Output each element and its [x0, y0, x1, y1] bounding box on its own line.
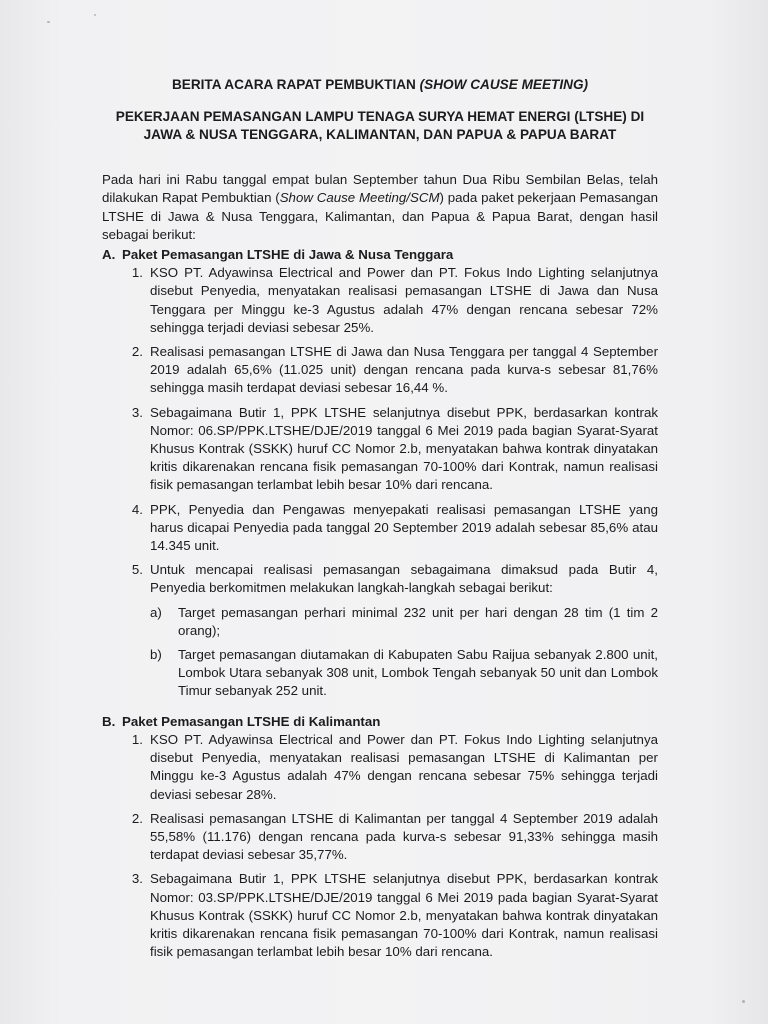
subtitle-line-1: PEKERJAAN PEMASANGAN LAMPU TENAGA SURYA HEMAT ENERGI (LTSHE) DI: [115, 109, 645, 125]
sub-item-letter: a): [150, 604, 162, 620]
title-italic: (SHOW CAUSE MEETING): [419, 77, 589, 92]
section-title: Paket Pemasangan LTSHE di Jawa & Nusa Tenggara: [122, 247, 454, 263]
list-item: [102, 264, 658, 337]
section-b-list: [102, 731, 658, 961]
sub-item-text: Target pemasangan perhari minimal 232 unit per hari dengan 28 tim (1 tim 2 orang);: [178, 604, 658, 638]
title-main: BERITA ACARA RAPAT PEMBUKTIAN: [171, 77, 416, 92]
list-item: [102, 404, 658, 495]
item-text: PPK, Penyedia dan Pengawas menyepakati realisasi pemasangan LTSHE yang harus dicapai Penyedia pada tanggal 20 September 2019 adalah sebesar 85,6% atau 14.345 unit.: [150, 501, 658, 554]
list-item: [102, 731, 658, 804]
item-number: 4.: [131, 501, 143, 517]
section-a-list: [102, 264, 658, 706]
scan-speck: [47, 21, 50, 23]
item-text: KSO PT. Adyawinsa Electrical and Power dan PT. Fokus Indo Lighting selanjutnya disebut Penyedia, menyatakan realisasi pemasangan LTSHE di Kalimantan per Minggu ke-3 Agustus adalah 47% dengan rencana sebesar 75% sehingga terjadi deviasi sebesar 28%.: [150, 731, 658, 802]
sub-item-letter: b): [150, 647, 162, 663]
sub-list-item: [150, 646, 658, 701]
item-text: KSO PT. Adyawinsa Electrical and Power dan PT. Fokus Indo Lighting selanjutnya disebut Penyedia, menyatakan realisasi pemasangan LTSHE di Jawa dan Nusa Tenggara per Minggu ke-3 Agustus adalah 47% dengan rencana sebesar 72% sehingga terjadi deviasi sebesar 25%.: [150, 265, 658, 335]
item-number: 2.: [131, 810, 143, 826]
item-number: 1.: [131, 731, 143, 747]
document-title: [102, 76, 658, 94]
item-text: Realisasi pemasangan LTSHE di Jawa dan Nusa Tenggara per tanggal 4 September 2019 adalah 65,6% (11.025 unit) dengan rencana pada kurva-s sebesar 81,76% sehingga masih terdapat deviasi sebesar 16,44 %.: [150, 344, 658, 396]
item-text: Realisasi pemasangan LTSHE di Kalimantan per tanggal 4 September 2019 adalah 55,58% (11.176) dengan rencana pada kurva-s sebesar 91,33% sehingga masih terdapat deviasi sebesar 35,77%.: [150, 810, 658, 863]
list-item: [102, 343, 658, 398]
intro-text-2: ) pada paket pekerjaan Pemasangan LTSHE di Jawa & Nusa Tenggara, Kalimantan, dan Papua & Papua Barat, dengan hasil sebagai berikut:: [102, 190, 658, 242]
item-number: 3.: [131, 404, 143, 420]
section-a-heading: [102, 246, 658, 264]
sub-item-text: Target pemasangan diutamakan di Kabupaten Sabu Raijua sebanyak 2.800 unit, Lombok Utara sebanyak 308 unit, Lombok Tengah sebanyak 50 unit dan Lombok Timur sebanyak 252 unit.: [178, 647, 658, 699]
item-number: 1.: [131, 265, 143, 281]
list-item: [102, 810, 658, 865]
scan-speck: [94, 14, 96, 16]
item-text: Sebagaimana Butir 1, PPK LTSHE selanjutnya disebut PPK, berdasarkan kontrak Nomor: 06.SP/PPK.LTSHE/DJE/2019 tanggal 6 Mei 2019 pada bagian Syarat-Syarat Khusus Kontrak (SSKK) huruf CC Nomor 2.b, menyatakan bahwa kontrak dinyatakan kritis dikarenakan rencana fisik pemasangan 70-100% dari Kontrak, namun realisasi fisik pemasangan terlambat lebih besar 10% dari rencana.: [150, 404, 658, 493]
document-body: [102, 76, 658, 967]
sub-list-item: [150, 604, 658, 640]
intro-italic: Show Cause Meeting/SCM: [279, 190, 440, 206]
item-text: Untuk mencapai realisasi pemasangan sebagaimana dimaksud pada Butir 4, Penyedia berkomitmen melakukan langkah-langkah sebagai berikut:: [150, 562, 658, 596]
item-number: 5.: [131, 562, 143, 578]
subtitle-line-2: JAWA & NUSA TENGGARA, KALIMANTAN, DAN PAPUA & PAPUA BARAT: [143, 127, 617, 143]
item-body: [150, 561, 658, 706]
scan-speck: [742, 1000, 745, 1003]
section-letter: A.: [102, 247, 116, 263]
section-b-heading: [102, 713, 658, 731]
list-item: [102, 561, 658, 706]
document-subtitle: [102, 108, 658, 144]
list-item: [102, 501, 658, 556]
intro-text-1: Pada hari ini Rabu tanggal empat bulan September tahun Dua Ribu Sembilan Belas, telah dilakukan Rapat Pembuktian (: [102, 172, 658, 206]
section-title: Paket Pemasangan LTSHE di Kalimantan: [122, 713, 381, 729]
item-number: 3.: [131, 871, 143, 887]
intro-paragraph: [102, 171, 658, 244]
section-letter: B.: [102, 713, 116, 729]
item-number: 2.: [131, 344, 143, 360]
item-text: Sebagaimana Butir 1, PPK LTSHE selanjutnya disebut PPK, berdasarkan kontrak Nomor: 03.SP/PPK.LTSHE/DJE/2019 tanggal 6 Mei 2019 pada bagian Syarat-Syarat Khusus Kontrak (SSKK) huruf CC Nomor 2.b, menyatakan bahwa kontrak dinyatakan kritis dikarenakan rencana fisik pemasangan 70-100% dari Kontrak, namun realisasi fisik pemasangan terlambat lebih besar 10% dari rencana.: [150, 871, 658, 960]
sub-list: [150, 604, 658, 701]
list-item: [102, 870, 658, 961]
